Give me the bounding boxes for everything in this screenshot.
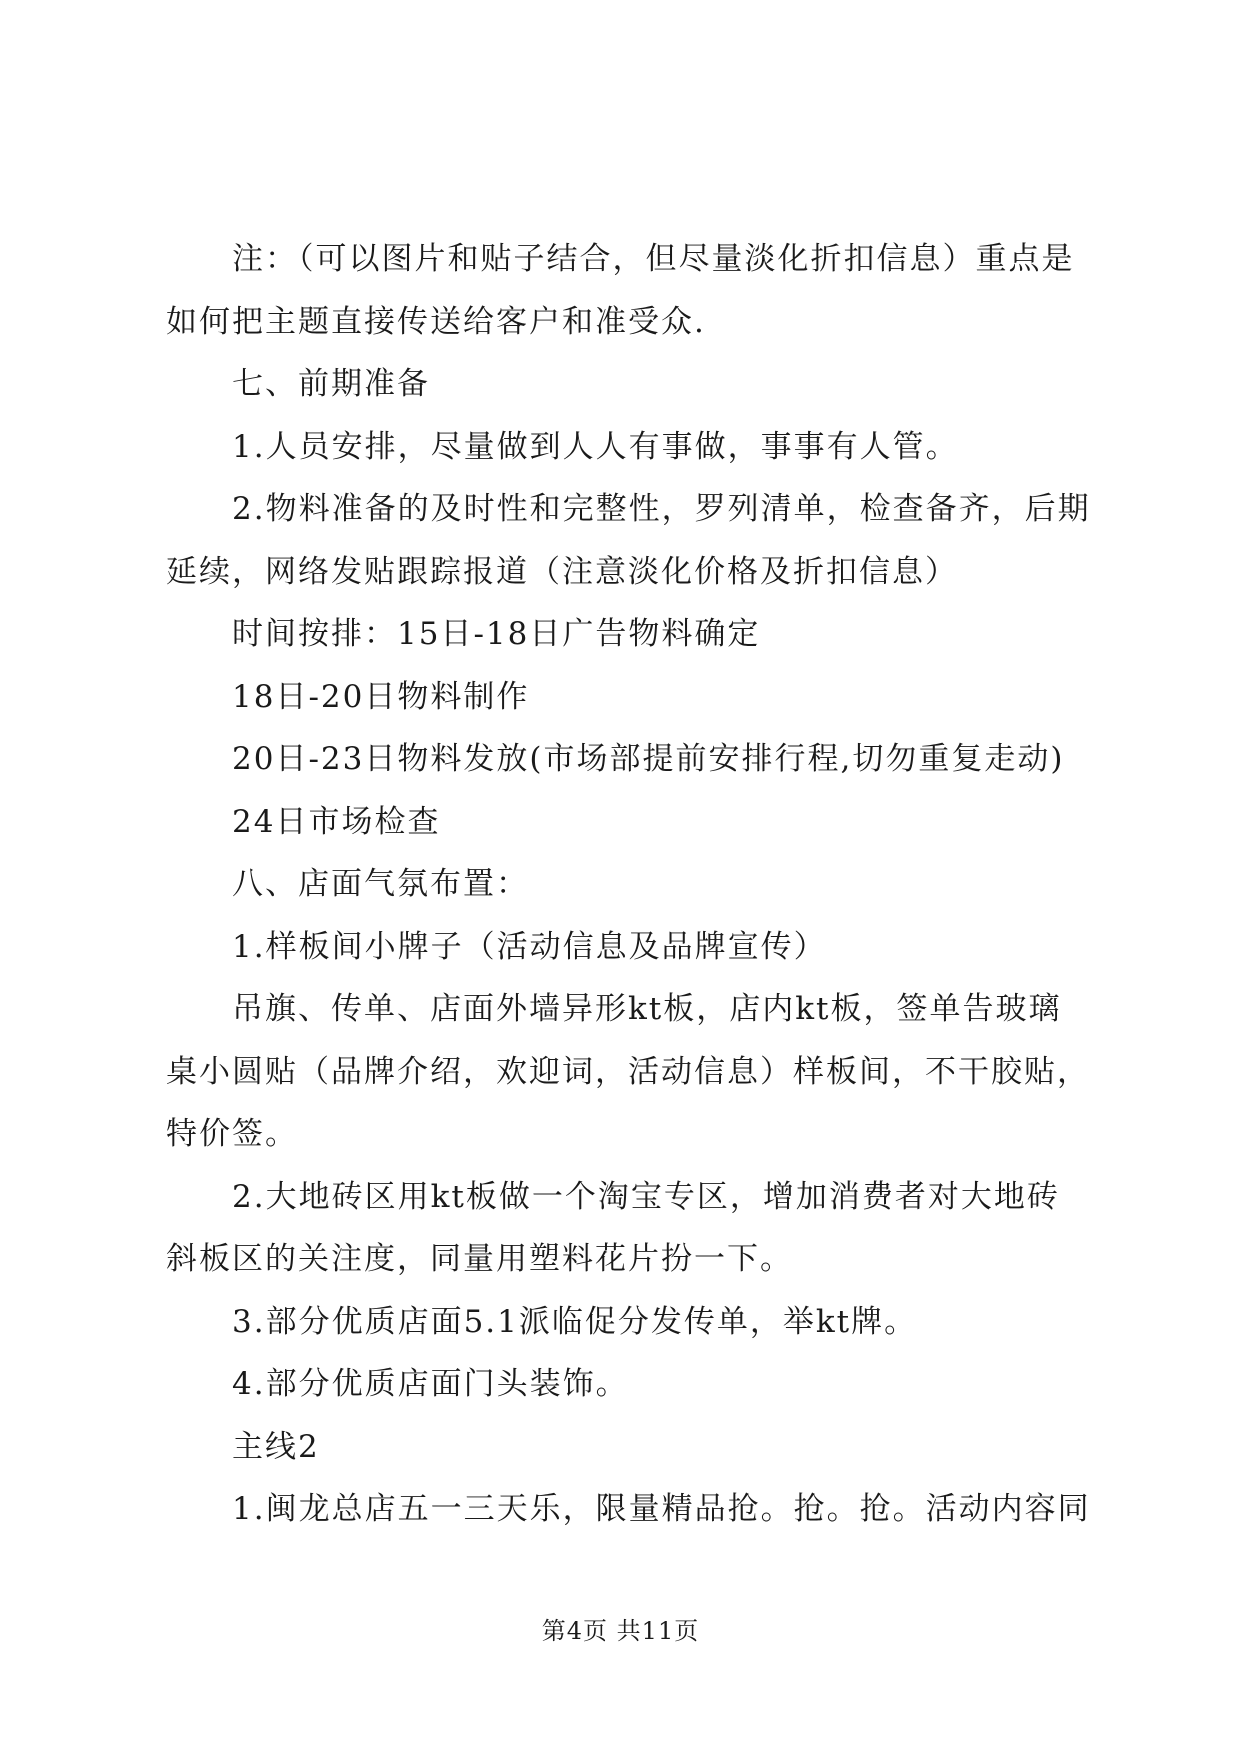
body-line: 2.物料准备的及时性和完整性，罗列清单，检查备齐，后期 [232,491,1091,527]
section-heading: 八、店面气氛布置： [232,866,529,902]
body-line: 1.人员安排，尽量做到人人有事做，事事有人管。 [232,428,959,465]
body-line: 注：（可以图片和贴子结合，但尽量淡化折扣信息）重点是 [232,241,1075,277]
body-line: 24日市场检查 [232,803,441,840]
body-line: 桌小圆贴（品牌介绍，欢迎词，活动信息）样板间，不干胶贴， [166,1053,1090,1090]
body-line: 延续，网络发贴跟踪报道（注意淡化价格及折扣信息） [166,553,958,590]
document-body [166,228,1091,1541]
body-line: 斜板区的关注度，同量用塑料花片扮一下。 [166,1241,793,1277]
body-line: 吊旗、传单、店面外墙异形kt板，店内kt板，签单告玻璃 [232,991,1062,1027]
body-line: 3.部分优质店面5.1派临促分发传单，举kt牌。 [232,1303,918,1340]
body-line: 1.样板间小牌子（活动信息及品牌宣传） [232,928,827,965]
body-line: 时间按排：15日-18日广告物料确定 [232,616,761,652]
body-line: 4.部分优质店面门头装饰。 [232,1366,629,1402]
body-line: 2.大地砖区用kt板做一个淘宝专区，增加消费者对大地砖 [232,1178,1060,1215]
section-heading: 七、前期准备 [232,366,430,402]
body-line: 1.闽龙总店五一三天乐，限量精品抢。抢。抢。活动内容同 [232,1491,1091,1527]
body-line: 20日-23日物料发放(市场部提前安排行程,切勿重复走动) [232,741,1065,777]
body-line: 特价签。 [166,1116,298,1152]
body-line: 如何把主题直接传送给客户和准受众. [166,303,706,340]
page-number: 第4页 共11页 [541,1617,700,1645]
body-line: 18日-20日物料制作 [232,678,530,715]
section-heading: 主线2 [232,1428,320,1465]
